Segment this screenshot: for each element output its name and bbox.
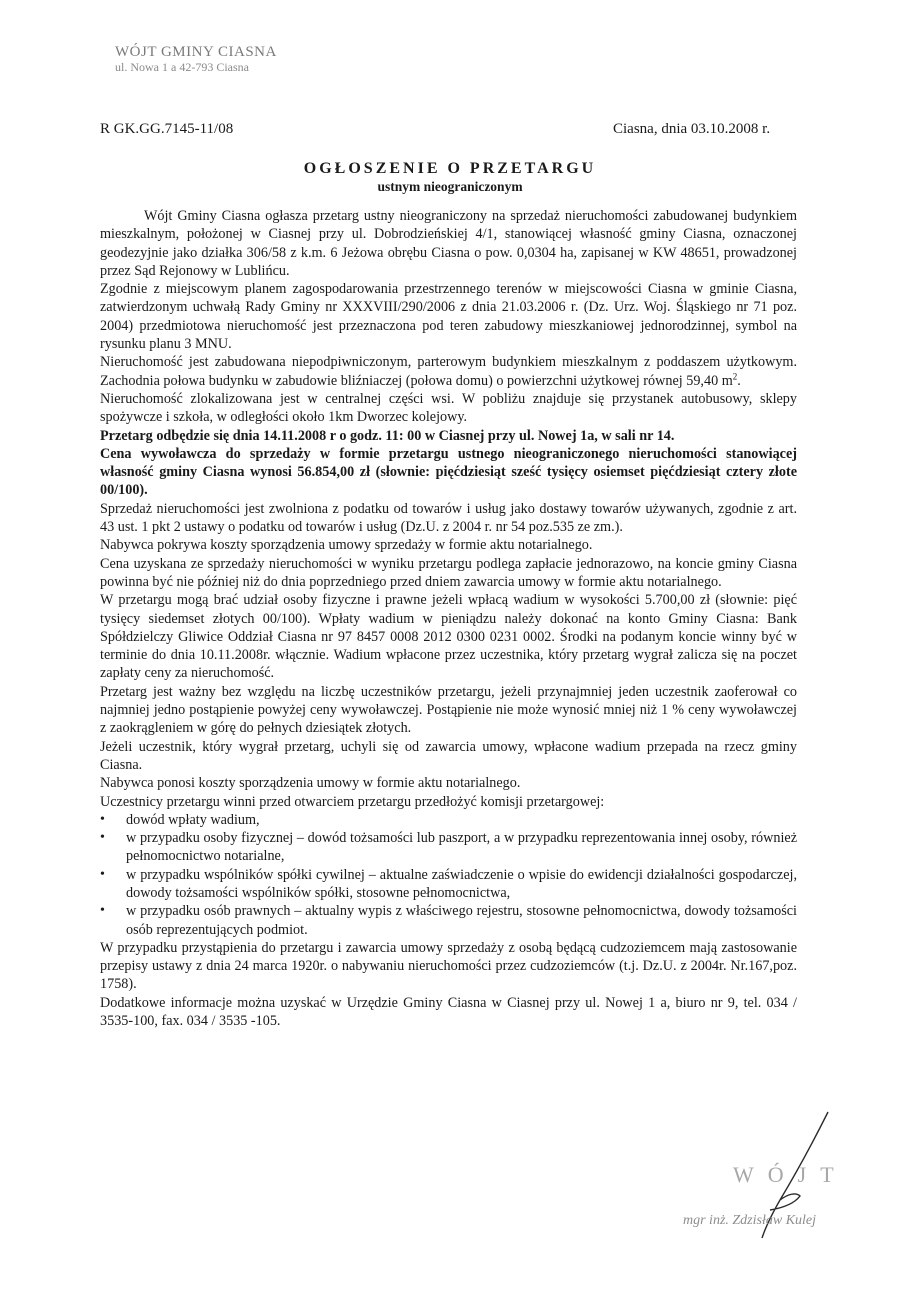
- paragraph-validity: Przetarg jest ważny bez względu na liczbę uczestników przetargu, jeżeli przynajmniej jeden uczestnik zaoferował co najmniej jedno postąpienie powyżej ceny wywoławczej. Postąpienie nie może wynosić mniej niż 1 % ceny wywoławczej z zaokrągleniem w górę do pełnych dziesiątek złotych.: [100, 683, 797, 737]
- paragraph-building: Nieruchomość jest zabudowana niepodpiwniczonym, parterowym budynkiem mieszkalnym z poddaszem użytkowym. Zachodnia połowa budynku w zabudowie bliźniaczej (połowa domu) o powierzchni użytkowej równej 59,40 $m^2$.: [100, 354, 797, 389]
- document-body: [100, 207, 797, 1030]
- list-item: • w przypadku wspólników spółki cywilnej – aktualne zaświadczenie o wpisie do ewidencji działalności gospodarczej, dowody tożsamości wspólników spółki, stosowne pełnomocnictwa,: [100, 866, 797, 901]
- document-subtitle: ustnym nieograniczonym: [377, 179, 523, 194]
- paragraph-deposit: W przetargu mogą brać udział osoby fizyczne i prawne jeżeli wpłacą wadium w wysokości 5.700,00 zł (słownie: pięć tysięcy siedemset złotych 00/100). Wpłaty wadium w pieniądzu należy dokonać na konto Gminy Ciasna: Bank Spółdzielczy Gliwice Oddział Ciasna nr 97 8457 0008 2012 0300 0231 0002. Środki na podanym koncie winny być w terminie do dnia 10.11.2008r. włącznie. Wadium wpłacone przez uczestnika, który przetarg wygrał zalicza się na poczet zapłaty ceny za nieruchomość.: [100, 592, 797, 682]
- paragraph-notary-costs: Nabywca pokrywa koszty sporządzenia umowy sprzedaży w formie aktu notarialnego.: [100, 537, 593, 554]
- signature-title: WÓJT: [733, 1162, 848, 1187]
- paragraph-auction-date: Przetarg odbędzie się dnia 14.11.2008 r o godz. 11: 00 w Ciasnej przy ul. Nowej 1a, w sali nr 14.: [100, 427, 675, 444]
- stamp-line-1: WÓJT GMINY CIASNA: [115, 44, 277, 60]
- paragraph-documents-intro: Uczestnicy przetargu winni przed otwarciem przetargu przedłożyć komisji przetargowej:: [100, 793, 605, 810]
- paragraph-location: Nieruchomość zlokalizowana jest w centralnej części wsi. W pobliżu znajduje się przystanek autobusowy, sklepy spożywcze i szkoła, w odległości około 1km Dworzec kolejowy.: [100, 390, 797, 426]
- bullet-icon: •: [100, 866, 105, 882]
- document-title: OGŁOSZENIE O PRZETARGU: [303, 160, 597, 177]
- list-item: • w przypadku osoby fizycznej – dowód tożsamości lub paszport, a w przypadku reprezentowania innej osoby, również pełnomocnictwo notarialne,: [100, 830, 797, 865]
- paragraph-buyer-costs: Nabywca ponosi koszty sporządzenia umowy w formie aktu notarialnego.: [100, 775, 521, 792]
- bullet-icon: •: [100, 903, 105, 919]
- signature-name: mgr inż. Zdzisław Kulej: [683, 1213, 817, 1228]
- official-stamp: [115, 44, 277, 75]
- paragraph-starting-price: Cena wywoławcza do sprzedaży w formie przetargu ustnego nieograniczonego nieruchomości stanowiącej własność gminy Ciasna wynosi 56.854,00 zł (słownie: pięćdziesiąt sześć tysięcy osiemset pięćdziesiąt cztery złote 00/100).: [100, 445, 797, 499]
- paragraph-payment: Cena uzyskana ze sprzedaży nieruchomości w wyniku przetargu podlega zapłacie jednorazowo, na koncie gminy Ciasna powinna być nie później niż do dnia poprzedniego przed dniem zawarcia umowy w formie aktu notarialnego.: [100, 555, 797, 590]
- bullet-icon: •: [100, 811, 105, 827]
- document-date: Ciasna, dnia 03.10.2008 r.: [613, 121, 771, 137]
- paragraph-intro: Wójt Gminy Ciasna ogłasza przetarg ustny nieograniczony na sprzedaż nieruchomości zabudowanej budynkiem mieszkalnym, położonej w Ciasnej przy ul. Dobrodzieńskiej 4/1, stanowiącej własność gminy Ciasna, oznaczonej geodezyjnie jako działka 306/58 z k.m. 6 Jeżowa obrębu Ciasna o pow. 0,0304 ha, zapisanej w KW 48651, prowadzonej przez Sąd Rejonowy w Lublińcu.: [100, 208, 797, 279]
- list-item: • dowód wpłaty wadium,: [100, 811, 260, 828]
- paragraph-zoning: Zgodnie z miejscowym planem zagospodarowania przestrzennego terenów w miejscowości Ciasna w gminie Ciasna, zatwierdzonym uchwałą Rady Gminy nr XXXVIII/290/2006 z dnia 21.03.2006 r. (Dz. Urz. Woj. Śląskiego nr 71 poz. 2004) przedmiotowa nieruchomość jest przeznaczona pod teren zabudowy mieszkaniowej jednorodzinnej, symbol na rysunku planu 3 MNU.: [100, 281, 797, 353]
- list-item: • w przypadku osób prawnych – aktualny wypis z właściwego rejestru, stosowne pełnomocnictwa, dowody tożsamości osób reprezentujących podmiot.: [100, 903, 797, 938]
- paragraph-foreigners: W przypadku przystąpienia do przetargu i zawarcia umowy sprzedaży z osobą będącą cudzoziemcem mają zastosowanie przepisy ustawy z dnia 24 marca 1920r. o nabywaniu nieruchomości przez cudzoziemców (t.j. Dz.U. z 2004r. Nr.167,poz. 1758).: [100, 939, 797, 993]
- paragraph-contact: Dodatkowe informacje można uzyskać w Urzędzie Gminy Ciasna w Ciasnej przy ul. Nowej 1 a, biuro nr 9, tel. 034 / 3535-100, fax. 034 / 3535 -105.: [100, 994, 797, 1030]
- documents-list: [100, 811, 797, 939]
- paragraph-forfeit: Jeżeli uczestnik, który wygrał przetarg, uchyli się od zawarcia umowy, wpłacone wadium przepada na rzecz gminy Ciasna.: [100, 738, 797, 773]
- paragraph-tax: Sprzedaż nieruchomości jest zwolniona z podatku od towarów i usług jako dostawy towarów używanych, zgodnie z art. 43 ust. 1 pkt 2 ustawy o podatku od towarów i usług (Dz.U. z 2004 r. nr 54 poz.535 ze zm.).: [100, 500, 797, 536]
- reference-number: R GK.GG.7145-11/08: [100, 121, 234, 137]
- bullet-icon: •: [100, 830, 105, 846]
- stamp-line-2: ul. Nowa 1 a 42-793 Ciasna: [115, 60, 249, 75]
